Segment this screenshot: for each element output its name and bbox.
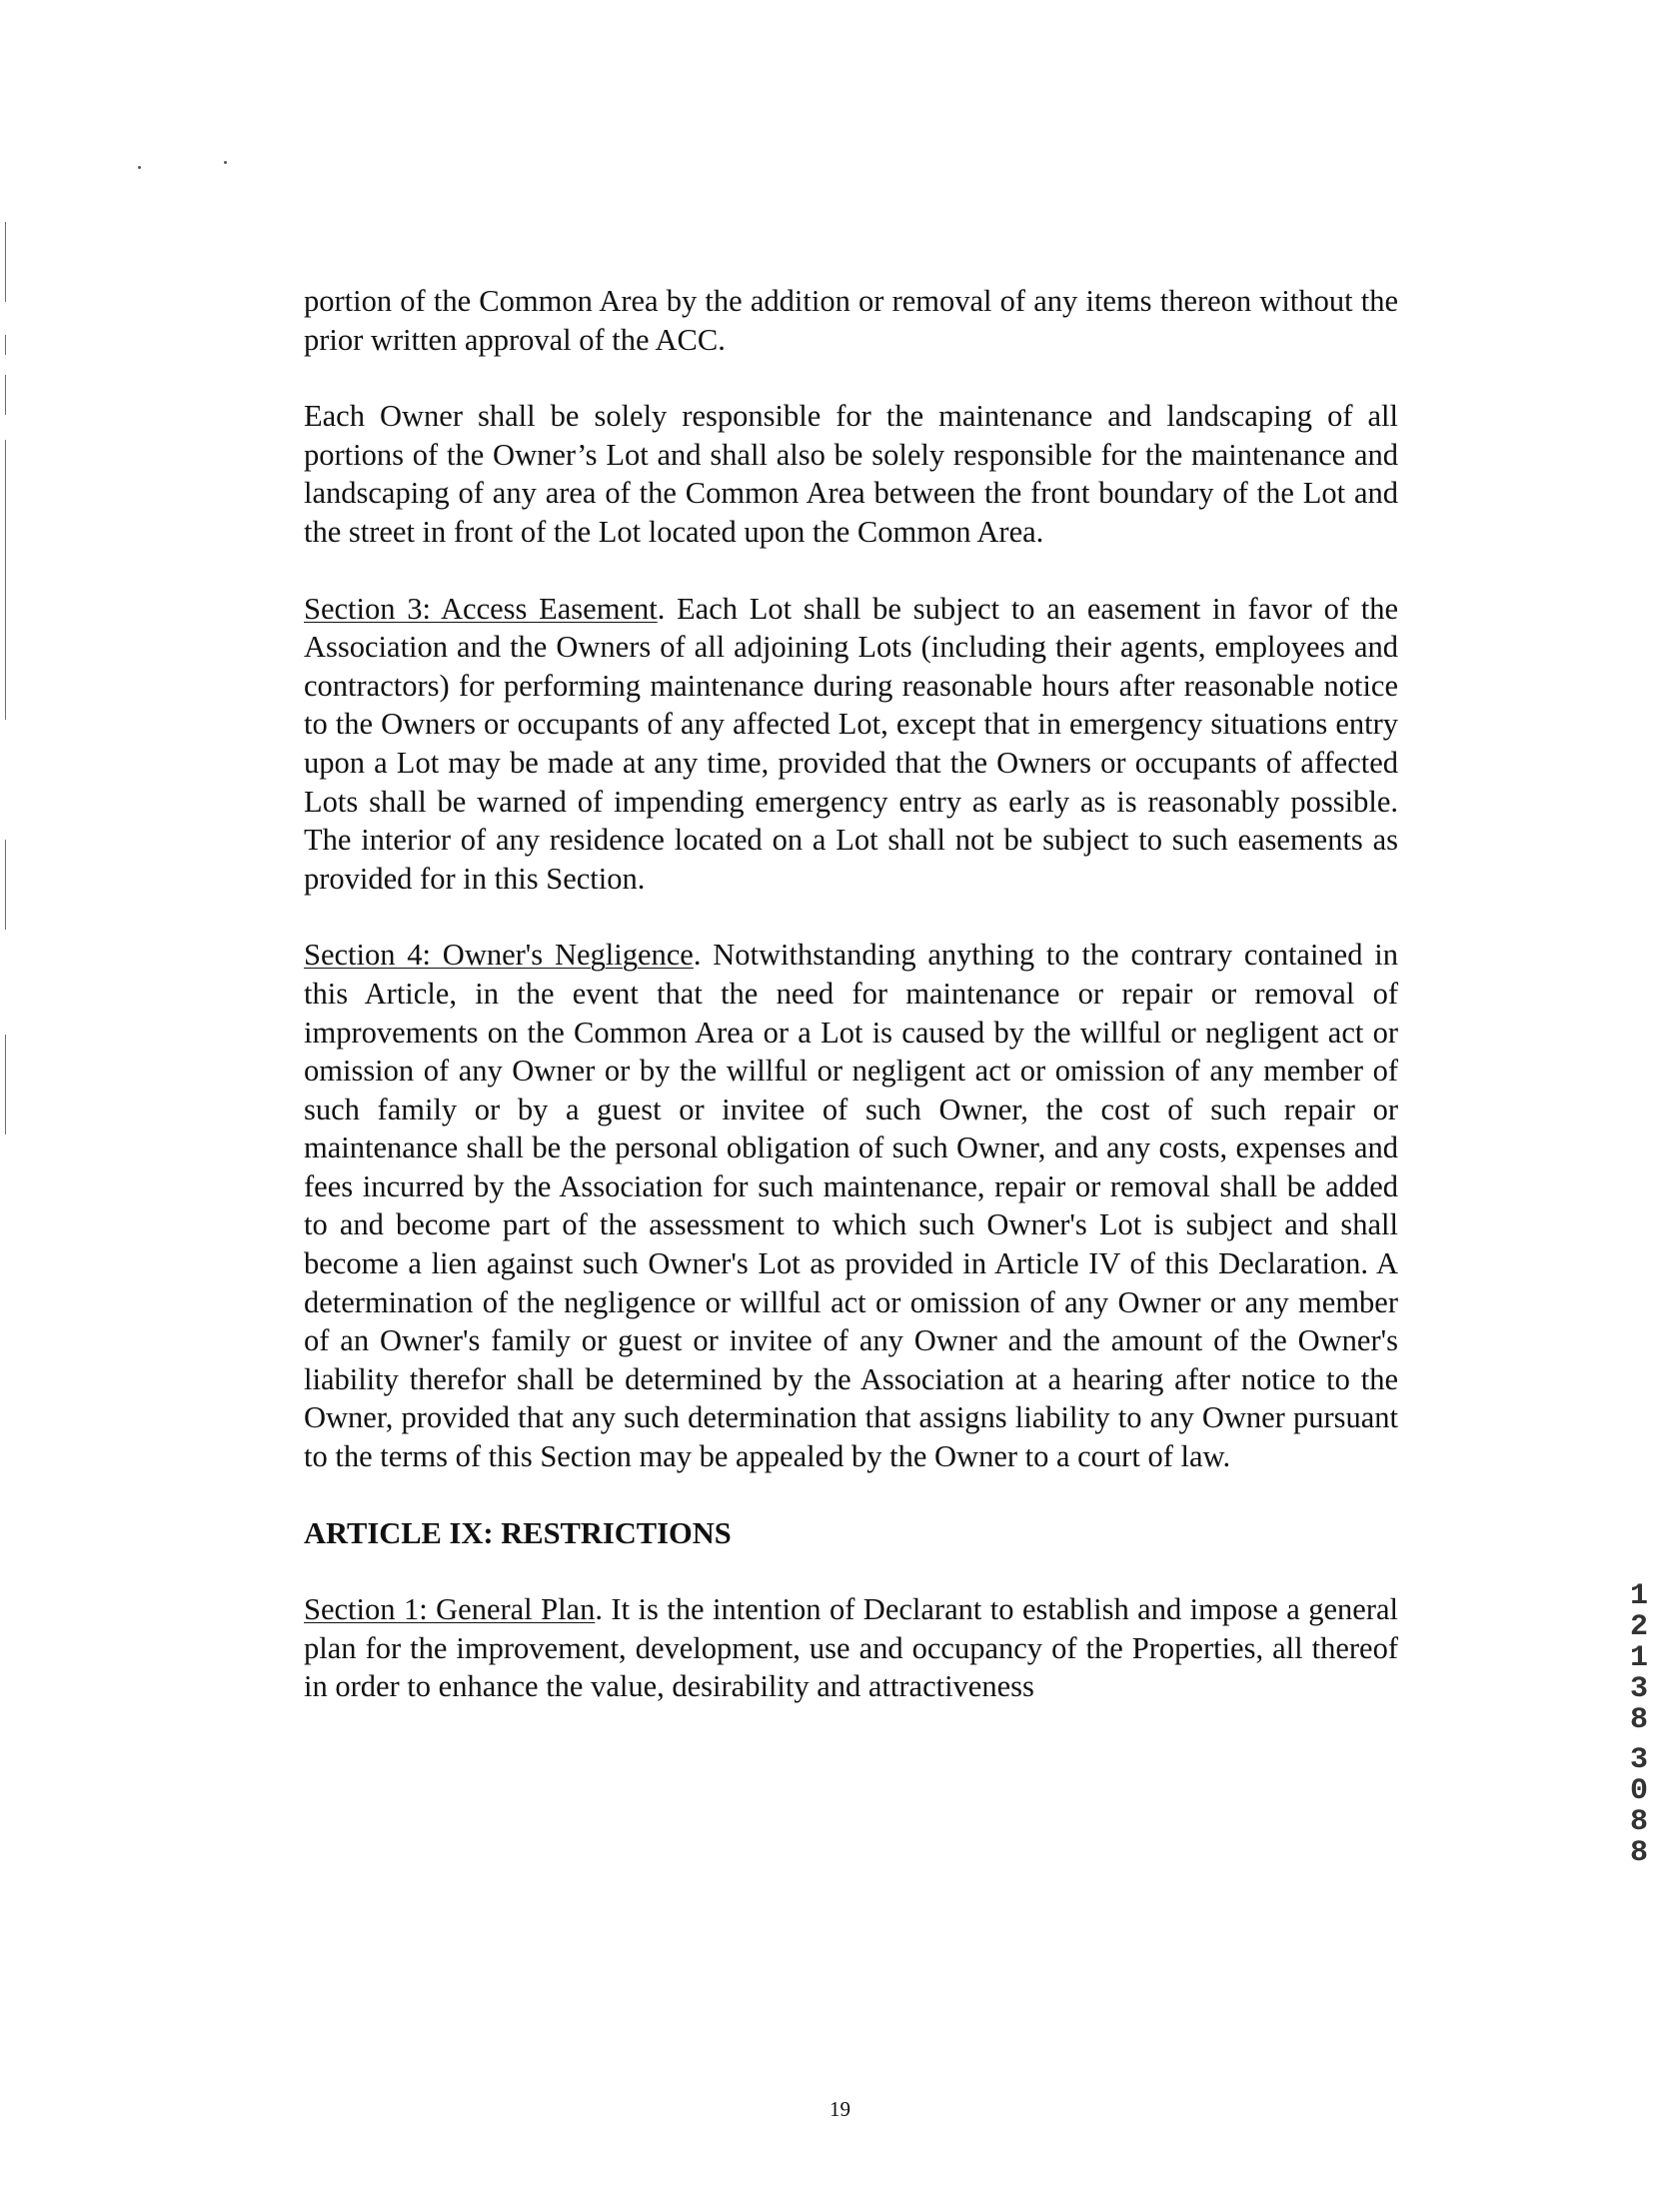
section-access-easement: [304, 590, 1398, 899]
paragraph-text: Each Owner shall be solely responsible for the maintenance and landscaping of all portions of the Owner’s Lot and shall also be solely responsible for the maintenance and landscaping of any area of the Common Area between the front boundary of the Lot and the street in front of the Lot located upon the Common Area.: [304, 399, 1398, 549]
scan-edge-mark: [5, 440, 6, 720]
stamp-digit: 8: [1629, 1836, 1648, 1870]
stamp-digit: 3: [1629, 1672, 1648, 1706]
stamp-digit: 1: [1629, 1641, 1648, 1675]
scan-edge-mark: [5, 375, 6, 415]
stamp-digit: 8: [1629, 1703, 1648, 1737]
page-number: 19: [830, 2097, 850, 2121]
stamp-digit: 3: [1629, 1743, 1648, 1777]
section-heading: Section 3: Access Easement: [304, 591, 658, 626]
paragraph-text: . Each Lot shall be subject to an easement in favor of the Association and the Owners of all adjoining Lots (including their agents, employees and contractors) for performing maintenance during reasonable hours after reasonable notice to the Owners or occupants of any affected Lot, except that in emergency situations entry upon a Lot may be made at any time, provided that the Owners or occupants of affected Lots shall be warned of impending emergency entry as early as is reasonably possible. The interior of any residence located on a Lot shall not be subject to such easements as provided for in this Section.: [304, 591, 1398, 896]
recording-stamp-group-1: [1624, 1581, 1654, 1736]
section-heading: Section 1: General Plan: [304, 1592, 596, 1627]
paragraph-text: . It is the intention of Declarant to establish and impose a general plan for the improvement, development, use and occupancy of the Properties, all thereof in order to enhance the value, desirability and attractiveness: [304, 1592, 1398, 1704]
scan-edge-mark: [5, 1035, 6, 1134]
paragraph-text: portion of the Common Area by the addition or removal of any items thereon without the prior written approval of the ACC.: [304, 284, 1398, 357]
scan-edge-mark: [5, 840, 6, 930]
section-general-plan: [304, 1590, 1398, 1706]
document-body: [304, 282, 1398, 1744]
stamp-digit: 0: [1629, 1774, 1648, 1808]
scan-edge-mark: [5, 335, 6, 355]
section-heading: Section 4: Owner's Negligence: [304, 938, 694, 973]
scan-speck: [138, 166, 141, 169]
paragraph-text: . Notwithstanding anything to the contrary contained in this Article, in the event that the need for maintenance or repair or removal of improvements on the Common Area or a Lot is caused by the willful or negligent act or omission of any Owner or by the willful or negligent act or omission of any member of such family or by a guest or invitee of such Owner, the cost of such repair or maintenance shall be the personal obligation of such Owner, and any costs, expenses and fees incurred by the Association for such maintenance, repair or removal shall be added to and become part of the assessment to which such Owner's Lot is subject and shall become a lien against such Owner's Lot as provided in Article IV of this Declaration. A determination of the negligence or willful act or omission of any Owner or any member of an Owner's family or guest or invitee of any Owner and the amount of the Owner's liability therefor shall be determined by the Association at a hearing after notice to the Owner, provided that any such determination that assigns liability to any Owner pursuant to the terms of this Section may be appealed by the Owner to a court of law.: [304, 938, 1398, 1474]
stamp-digit: 1: [1629, 1579, 1648, 1613]
article-heading: ARTICLE IX: RESTRICTIONS: [304, 1515, 732, 1550]
paragraph-common-area-continuation: [304, 282, 1398, 359]
stamp-digit: 2: [1629, 1610, 1648, 1644]
section-owners-negligence: [304, 936, 1398, 1475]
scan-edge-mark: [5, 222, 6, 302]
paragraph-owner-maintenance: [304, 397, 1398, 551]
scan-speck: [224, 161, 227, 164]
stamp-digit: 8: [1629, 1805, 1648, 1839]
recording-stamp-group-2: [1624, 1745, 1654, 1869]
